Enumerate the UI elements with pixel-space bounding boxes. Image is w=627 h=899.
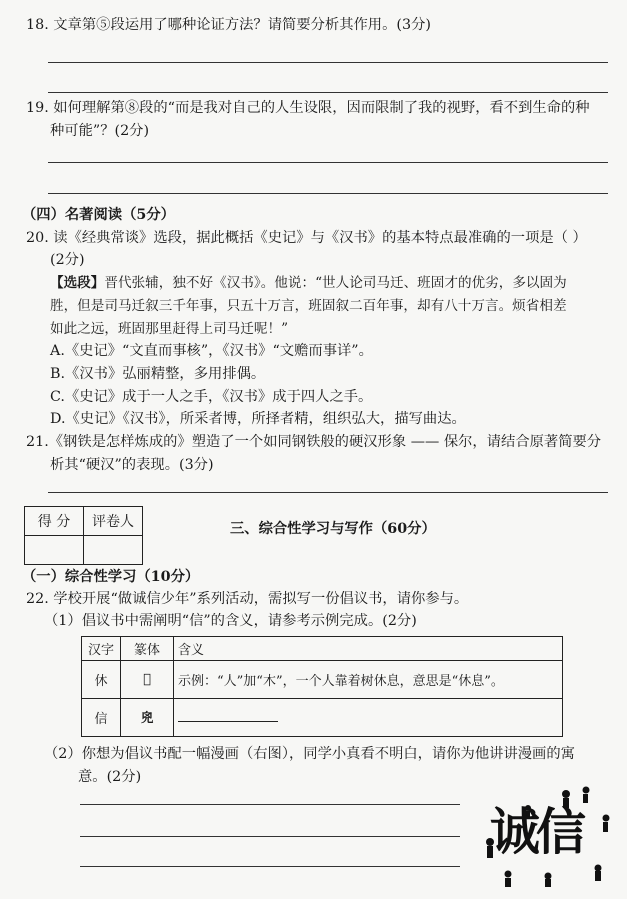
- question-22-1: （1）倡议书中需阐明“信”的含义，请参考示例完成。(2分): [44, 613, 417, 629]
- row2-seal-glyph: 𠒆: [121, 699, 174, 737]
- question-20-line2: (2分): [50, 252, 85, 268]
- option-d: D.《史记》《汉书》，所采者博，所择者精，组织弘大，描写曲达。: [50, 411, 466, 427]
- answer-line: [48, 162, 608, 163]
- option-c: C.《史记》成于一人之手，《汉书》成于四人之手。: [50, 389, 373, 405]
- answer-line: [48, 92, 608, 93]
- col-header-meaning: 含义: [174, 637, 563, 661]
- question-22: 22. 学校开展“做诚信少年”系列活动，需拟写一份倡议书，请你参与。: [26, 591, 469, 607]
- excerpt-line3: 如此之远，班固那里赶得上司马迁呢！”: [50, 321, 289, 337]
- answer-line: [48, 62, 608, 63]
- answer-blank[interactable]: [178, 709, 278, 722]
- excerpt-line1: 晋代张辅，独不好《汉书》。他说：“世人论司马迁、班固才的优劣，多以固为: [104, 275, 567, 291]
- score-header: 得 分: [25, 507, 84, 536]
- option-b: B.《汉书》弘丽精整，多用排偶。: [50, 366, 266, 382]
- question-21-line2: 析其“硬汉”的表现。(3分): [50, 457, 214, 473]
- answer-line: [48, 492, 608, 493]
- answer-line: [80, 836, 460, 837]
- comic-text: 诚信: [490, 803, 582, 861]
- question-19-line2: 种可能”？(2分): [50, 123, 150, 139]
- answer-line: [80, 804, 460, 805]
- excerpt-tag: 【选段】: [50, 275, 105, 291]
- row2-char: 信: [82, 699, 121, 737]
- comic-illustration: [478, 782, 618, 888]
- section-1-title: （一）综合性学习（10分）: [22, 569, 200, 585]
- question-20-line1: 20. 读《经典常谈》选段，据此概括《史记》与《汉书》的基本特点最准确的一项是（ ）: [26, 230, 587, 246]
- row2-meaning-cell: [174, 699, 563, 737]
- score-table: [24, 506, 143, 565]
- question-21-line1: 21.《钢铁是怎样炼成的》塑造了一个如同钢铁般的硬汉形象 —— 保尔，请结合原著简要分: [26, 434, 602, 450]
- row1-seal-glyph: 𠇷: [121, 661, 174, 699]
- row1-char: 休: [82, 661, 121, 699]
- excerpt-line2: 胜，但是司马迁叙三千年事，只五十万言，班固叙二百年事，却有八十万言。烦省相差: [50, 298, 567, 314]
- grader-header: 评卷人: [84, 507, 143, 536]
- col-header-seal: 篆体: [121, 637, 174, 661]
- question-22-2-line1: （2）你想为倡议书配一幅漫画（右图），同学小真看不明白，请你为他讲讲漫画的寓: [44, 746, 575, 762]
- col-header-char: 汉字: [82, 637, 121, 661]
- question-19-line1: 19. 如何理解第⑧段的“而是我对自己的人生设限，因而限制了我的视野，看不到生命的种: [26, 100, 590, 116]
- answer-line: [48, 193, 608, 194]
- question-22-2-line2: 意。(2分): [78, 769, 142, 785]
- score-cell[interactable]: [25, 536, 84, 565]
- row1-meaning: 示例：“人”加“木”，一个人靠着树休息，意思是“休息”。: [174, 661, 563, 699]
- grader-cell[interactable]: [84, 536, 143, 565]
- question-18: 18. 文章第⑤段运用了哪种论证方法？请简要分析其作用。(3分): [26, 17, 431, 33]
- character-table: [81, 636, 563, 737]
- section-3-title: 三、综合性学习与写作（60分）: [230, 521, 436, 537]
- answer-line: [80, 866, 460, 867]
- option-a: A.《史记》“文直而事核”，《汉书》“文赡而事详”。: [50, 343, 373, 359]
- section-4-title: （四）名著阅读（5分）: [22, 207, 175, 223]
